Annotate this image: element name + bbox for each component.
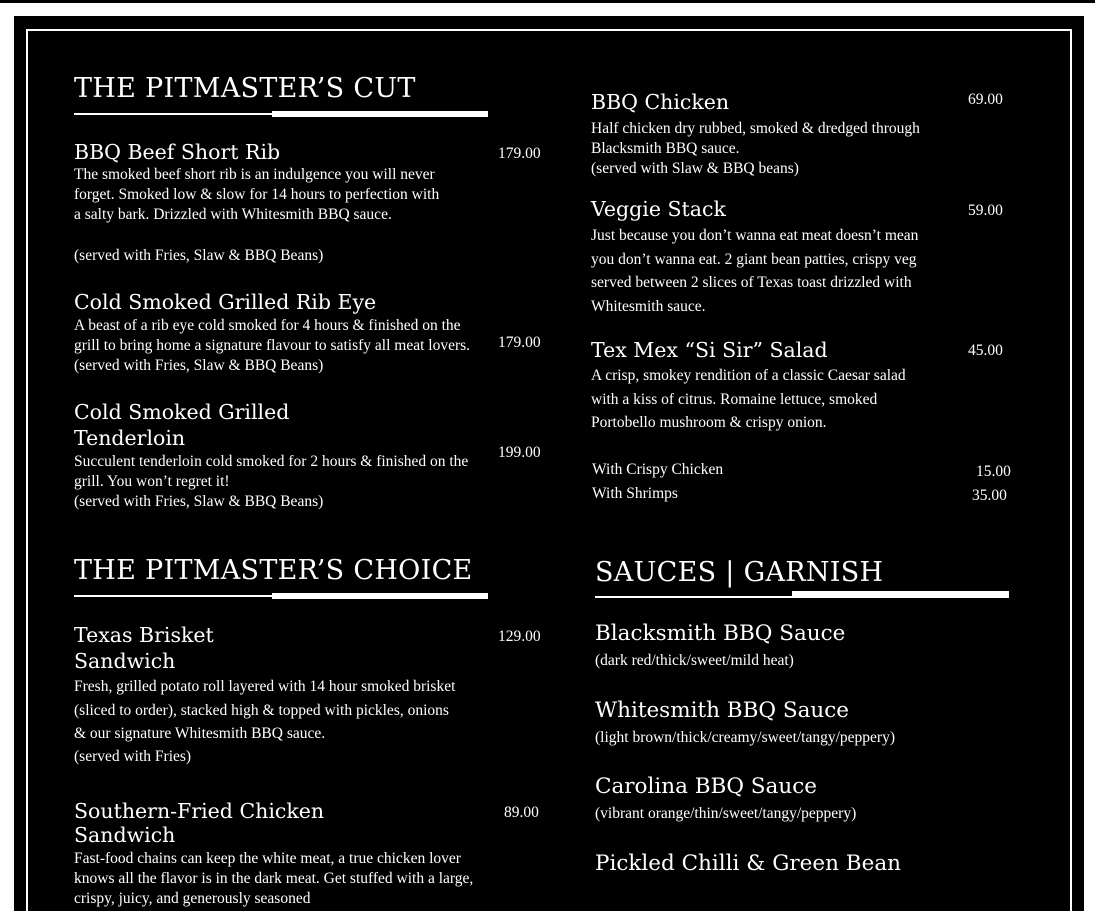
item-served: (served with Slaw & BBQ beans) [591,160,799,177]
item-description: A crisp, smokey rendition of a classic Caesar salad with a kiss of citrus. Romaine lettuce, smoked Portobello mushroom & crispy onion. [591,367,906,431]
item-name: Veggie Stack [591,197,726,221]
item-name-line1: Cold Smoked Grilled [74,400,290,424]
item-price: 89.00 [504,804,539,821]
item-name-line2: Sandwich [74,649,176,673]
addon-label: With Crispy Chicken [592,461,724,478]
item-price: 69.00 [968,91,1003,108]
sauce-description: (vibrant orange/thin/sweet/tangy/peppery) [595,805,857,822]
item-description: Fresh, grilled potato roll layered with 14 hour smoked brisket (sliced to order), stacked high & topped with pickles, onions & our signature Whitesmith BBQ sauce. [74,678,456,742]
item-description: Succulent tenderloin cold smoked for 2 hours & finished on the grill. You won’t regret it! [74,453,469,490]
addon-label: With Shrimps [592,485,678,502]
item-served: (served with Fries) [74,748,192,765]
item-price: 179.00 [498,145,541,162]
section-rule-choice-accent [272,593,488,599]
item-description: Half chicken dry rubbed, smoked & dredged through Blacksmith BBQ sauce. [591,120,920,157]
sauce-name: Pickled Chilli & Green Bean [595,851,901,876]
item-name-line2: Sandwich [74,823,176,847]
section-rule-sauces-accent [792,591,1009,597]
sauce-description: (light brown/thick/creamy/sweet/tangy/peppery) [595,729,896,746]
item-name-line1: Texas Brisket [74,623,214,647]
item-served: (served with Fries, Slaw & BBQ Beans) [74,493,324,510]
item-served: (served with Fries, Slaw & BBQ Beans) [74,247,324,264]
item-name: Tex Mex “Si Sir” Salad [591,338,828,362]
item-description: The smoked beef short rib is an indulgence you will never forget. Smoked low & slow for 14 hours to perfection with a salty bark. Drizzled with Whitesmith BBQ sauce. [74,166,440,223]
section-title-sauces: SAUCES | GARNISH [595,557,884,588]
addon-price: 15.00 [976,463,1011,480]
sauce-name: Carolina BBQ Sauce [595,774,817,799]
item-price: 129.00 [498,628,541,645]
addon-price: 35.00 [972,487,1007,504]
item-price: 199.00 [498,444,541,461]
section-title-cut: THE PITMASTER’S CUT [74,73,416,104]
item-price: 45.00 [968,342,1003,359]
item-name-line1: Southern-Fried Chicken [74,799,325,823]
sauce-description: (dark red/thick/sweet/mild heat) [595,652,794,669]
item-description: Just because you don’t wanna eat meat doesn’t mean you don’t wanna eat. 2 giant bean patties, crispy veg served between 2 slices of Texas toast drizzled with Whitesmith sauce. [591,227,919,315]
section-title-choice: THE PITMASTER’S CHOICE [74,555,473,586]
item-name: BBQ Chicken [591,90,730,114]
item-name: BBQ Beef Short Rib [74,140,281,164]
sauce-name: Blacksmith BBQ Sauce [595,621,846,646]
section-rule-cut-accent [272,111,488,117]
top-divider [0,0,1095,3]
sauce-name: Whitesmith BBQ Sauce [595,698,850,723]
item-description: A beast of a rib eye cold smoked for 4 hours & finished on the grill to bring home a signature flavour to satisfy all meat lovers. (served with Fries, Slaw & BBQ Beans) [74,317,471,374]
item-description: Fast-food chains can keep the white meat, a true chicken lover knows all the flavor is in the dark meat. Get stuffed with a large, crispy, juicy, and generously seasoned [74,850,474,907]
item-price: 179.00 [498,334,541,351]
item-price: 59.00 [968,202,1003,219]
item-name: Cold Smoked Grilled Rib Eye [74,290,377,314]
item-name-line2: Tenderloin [74,426,186,450]
